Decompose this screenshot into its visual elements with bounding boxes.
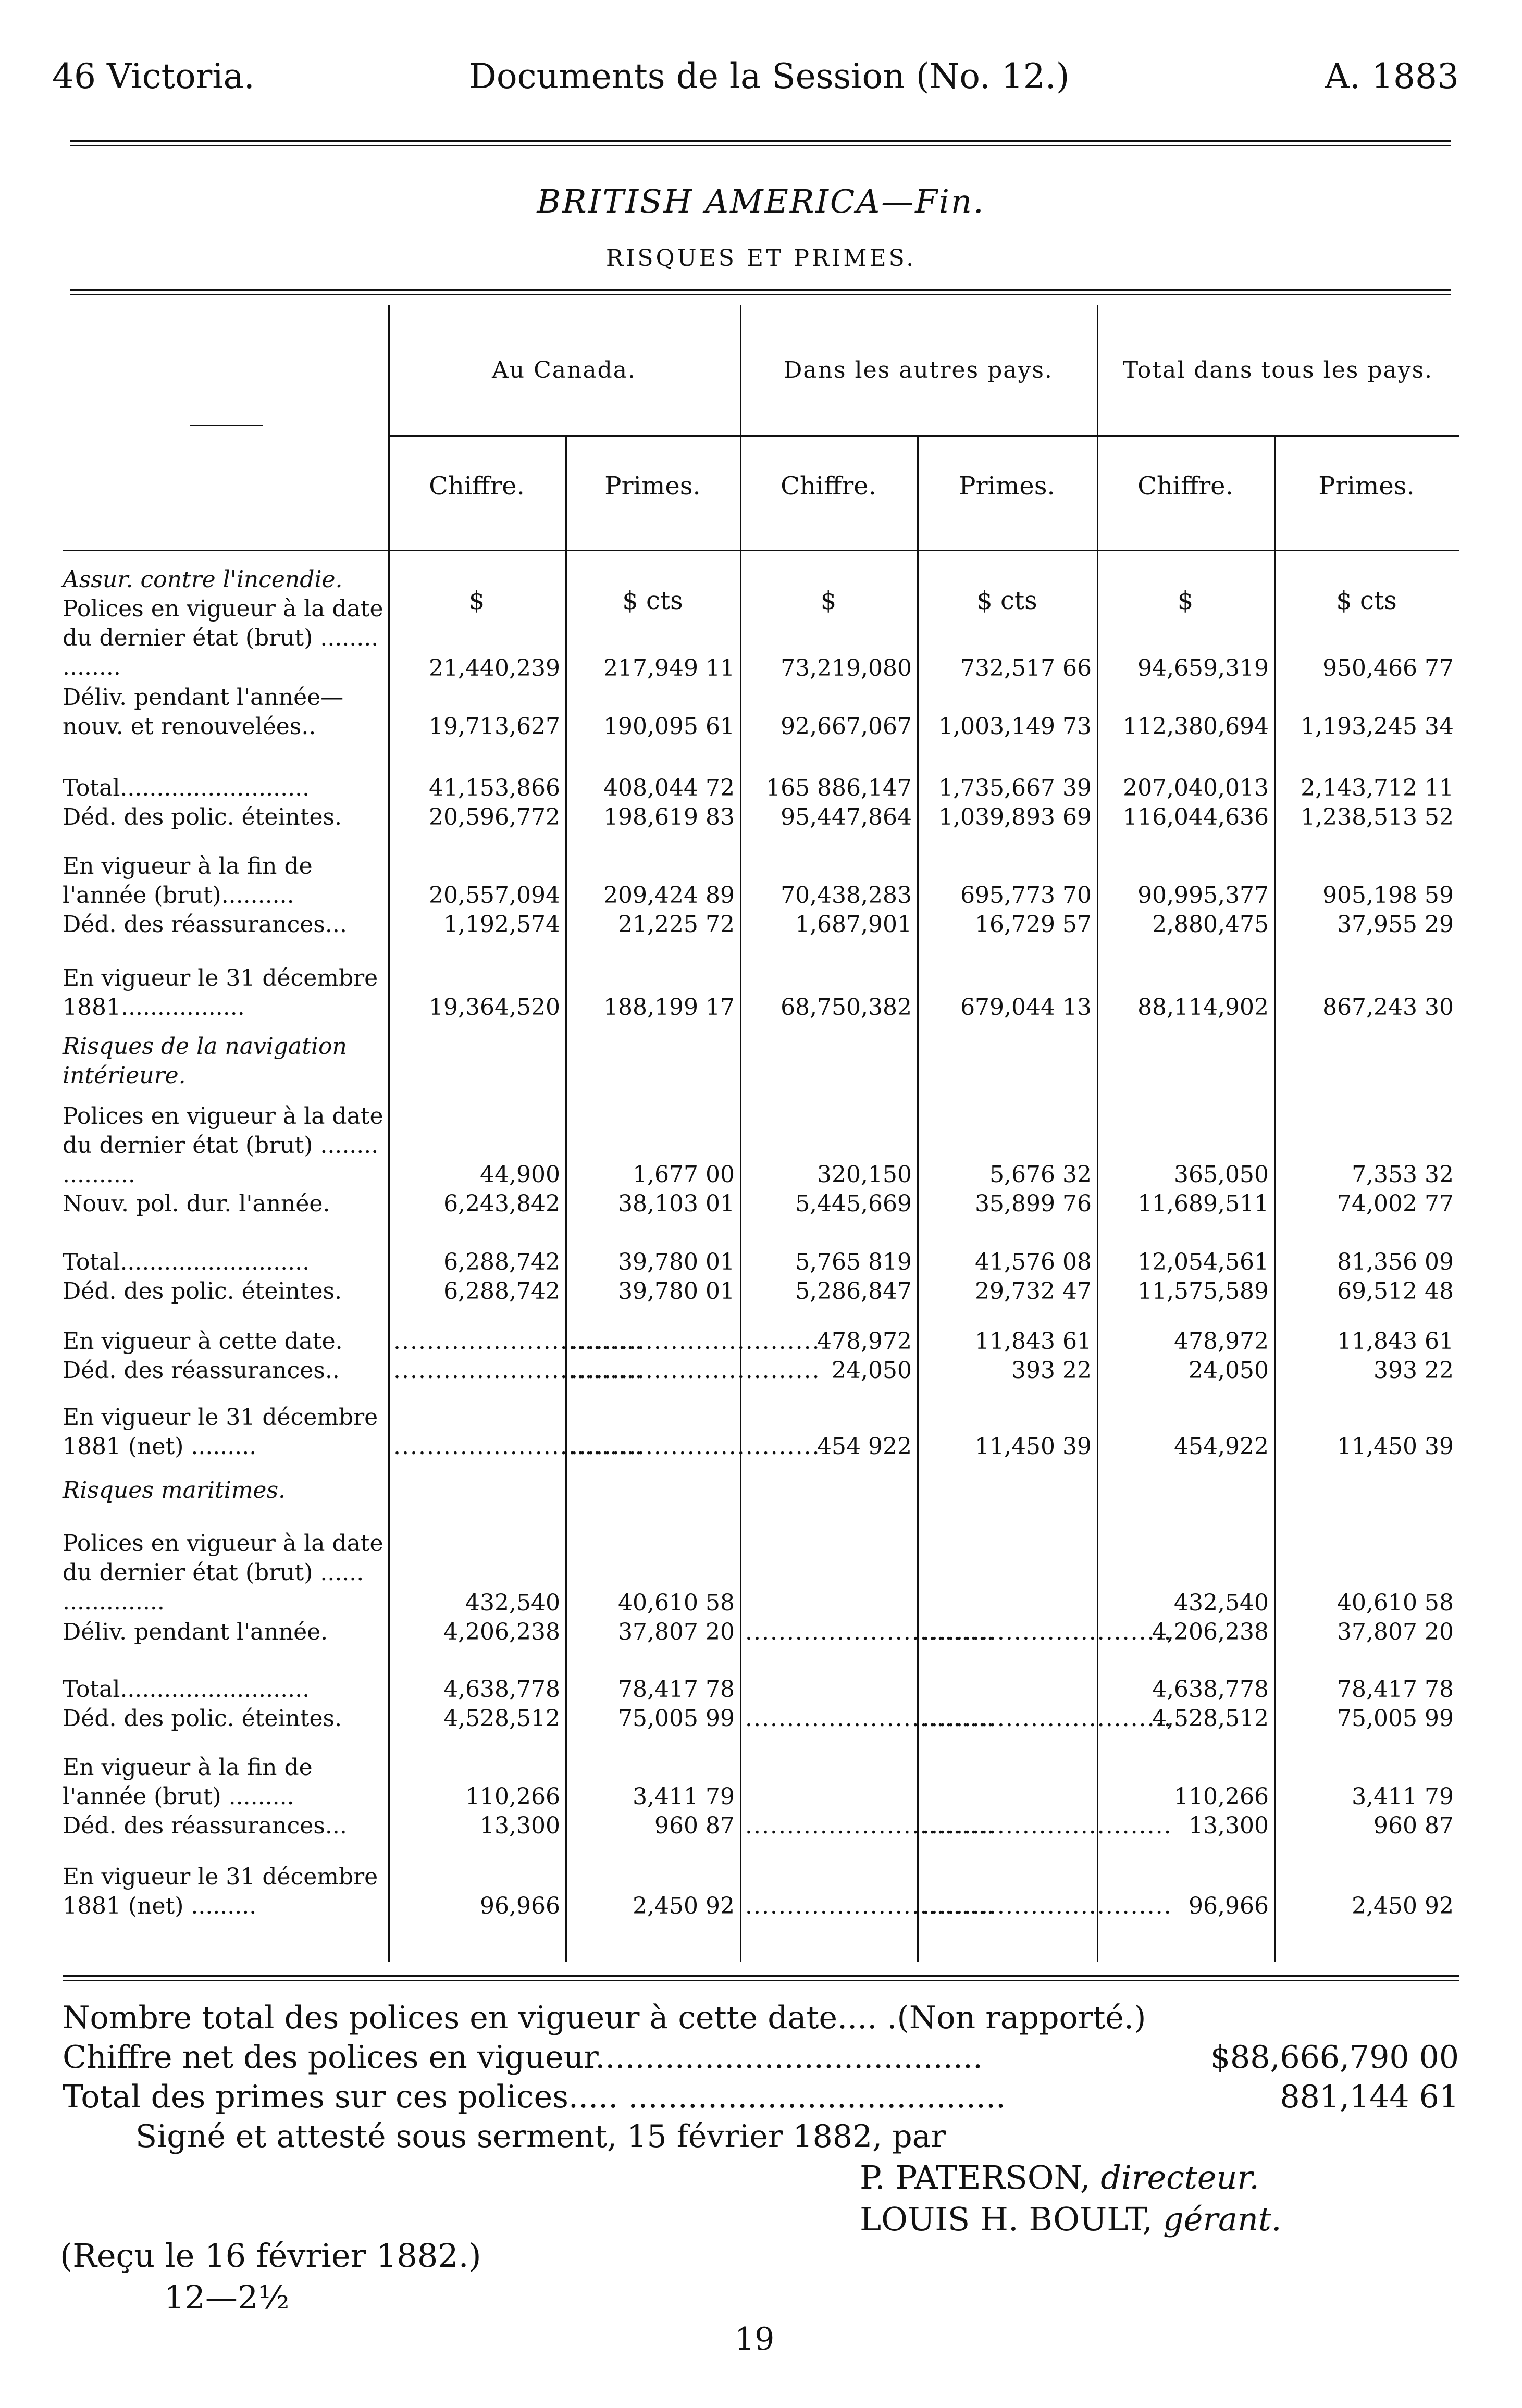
empty-cell-dots: .............................. bbox=[922, 1705, 1172, 1732]
row-label: En vigueur le 31 décembre 1881 (net) ......... bbox=[63, 1864, 378, 1919]
cell: 1,677 00 bbox=[633, 1161, 735, 1188]
title-rule bbox=[70, 289, 1451, 295]
cell: 94,659,319 bbox=[1137, 655, 1269, 681]
cell: 408,044 72 bbox=[603, 775, 735, 801]
cell: 37,955 29 bbox=[1337, 911, 1454, 938]
cell: 78,417 78 bbox=[618, 1676, 735, 1703]
cell: 1,192,574 bbox=[443, 911, 560, 938]
empty-cell-dots: .............................. bbox=[571, 1433, 821, 1460]
page-number: 19 bbox=[735, 2321, 775, 2357]
signatory-role: gérant. bbox=[1163, 2200, 1282, 2238]
page-header bbox=[52, 56, 1459, 114]
cell: 2,450 92 bbox=[1352, 1893, 1454, 1919]
col-chiffre: Chiffre. bbox=[429, 471, 525, 501]
cell: 19,713,627 bbox=[429, 713, 560, 740]
cell: 905,198 59 bbox=[1322, 882, 1454, 909]
header-right: A. 1883 bbox=[1325, 56, 1459, 96]
cell: 12,054,561 bbox=[1137, 1249, 1269, 1275]
header-rule bbox=[63, 550, 1459, 551]
cell: 41,153,866 bbox=[429, 775, 560, 801]
doc-subtitle: RISQUES ET PRIMES. bbox=[605, 245, 917, 271]
empty-cell-dots: .............................. bbox=[745, 1893, 995, 1919]
cell: 4,528,512 bbox=[443, 1705, 560, 1732]
cell: 732,517 66 bbox=[960, 655, 1092, 681]
cell: 198,619 83 bbox=[603, 804, 735, 830]
row-label: En vigueur le 31 décembre 1881................. bbox=[63, 965, 378, 1021]
signatory-name: P. PATERSON, bbox=[860, 2158, 1091, 2196]
row-label: Polices en vigueur à la date du dernier état (brut) ........ ........ bbox=[63, 595, 383, 680]
empty-cell-dots: .............................. bbox=[393, 1328, 644, 1355]
cell: 75,005 99 bbox=[1337, 1705, 1454, 1732]
cell: 39,780 01 bbox=[618, 1278, 735, 1305]
empty-cell-dots: .............................. bbox=[745, 1813, 995, 1839]
section-maritimes: Risques maritimes. bbox=[63, 1477, 286, 1504]
cell: 6,243,842 bbox=[443, 1190, 560, 1217]
header-rule bbox=[70, 140, 1451, 146]
empty-cell-dots: .............................. bbox=[922, 1619, 1172, 1645]
row-label: Déd. des polic. éteintes. bbox=[63, 1705, 342, 1732]
cell: 217,949 11 bbox=[603, 655, 735, 681]
cell: 1,039,893 69 bbox=[938, 804, 1092, 830]
cell: 454,922 bbox=[1174, 1433, 1269, 1460]
cell: 1,687,901 bbox=[795, 911, 912, 938]
cell: 165 886,147 bbox=[766, 775, 912, 801]
summary-line: Nombre total des polices en vigueur à cette date.... .(Non rapporté.) bbox=[63, 2000, 1146, 2036]
cell: 75,005 99 bbox=[618, 1705, 735, 1732]
cell: 5,445,669 bbox=[795, 1190, 912, 1217]
cell: 11,689,511 bbox=[1137, 1190, 1269, 1217]
cell: 11,843 61 bbox=[975, 1328, 1092, 1355]
cell: 3,411 79 bbox=[1352, 1783, 1454, 1810]
col-primes: Primes. bbox=[959, 471, 1055, 501]
group-autres: Dans les autres pays. bbox=[784, 357, 1053, 383]
summary-value: $88,666,790 00 bbox=[1210, 2039, 1459, 2076]
cell: 70,438,283 bbox=[781, 882, 912, 909]
row-label: Déd. des réassurances... bbox=[63, 1813, 347, 1839]
row-label: Déliv. pendant l'année. bbox=[63, 1619, 328, 1645]
cell: 950,466 77 bbox=[1322, 655, 1454, 681]
cell: 478,972 bbox=[817, 1328, 912, 1355]
header-rule bbox=[388, 435, 1459, 437]
cell: 432,540 bbox=[1174, 1590, 1269, 1616]
cell: 73,219,080 bbox=[781, 655, 912, 681]
row-label: Polices en vigueur à la date du dernier état (brut) ...... .............. bbox=[63, 1530, 383, 1615]
cell: 112,380,694 bbox=[1123, 713, 1269, 740]
row-label: Déd. des réassurances.. bbox=[63, 1357, 340, 1384]
cell: 40,610 58 bbox=[1337, 1590, 1454, 1616]
summary-line: Total des primes sur ces polices..... ...................................... bbox=[63, 2079, 1006, 2115]
cell: 5,676 32 bbox=[989, 1161, 1092, 1188]
row-label: En vigueur le 31 décembre 1881 (net) ......... bbox=[63, 1404, 378, 1460]
signatory-1 bbox=[860, 2157, 1282, 2199]
header-center: Documents de la Session (No. 12.) bbox=[469, 56, 1070, 96]
cell: 95,447,864 bbox=[781, 804, 912, 830]
unit: $ bbox=[820, 586, 837, 615]
row-label: Total.......................... bbox=[63, 1249, 310, 1275]
cell: 37,807 20 bbox=[1337, 1619, 1454, 1645]
empty-cell-dots: .............................. bbox=[571, 1328, 821, 1355]
summary-line: Chiffre net des polices en vigueur....................................... bbox=[63, 2039, 983, 2076]
cell: 68,750,382 bbox=[781, 994, 912, 1021]
unit: $ bbox=[1177, 586, 1194, 615]
signatory-2 bbox=[860, 2199, 1282, 2240]
cell: 190,095 61 bbox=[603, 713, 735, 740]
empty-cell-dots: .............................. bbox=[745, 1705, 995, 1732]
cell: 92,667,067 bbox=[781, 713, 912, 740]
cell: 3,411 79 bbox=[633, 1783, 735, 1810]
cell: 24,050 bbox=[832, 1357, 912, 1384]
row-label: Total.......................... bbox=[63, 775, 310, 801]
table-end-rule bbox=[63, 1975, 1459, 1981]
col-line bbox=[740, 305, 741, 1962]
cell: 6,288,742 bbox=[443, 1249, 560, 1275]
received-note bbox=[60, 2235, 481, 2318]
cell: 29,732 47 bbox=[975, 1278, 1092, 1305]
cell: 432,540 bbox=[465, 1590, 560, 1616]
col-primes: Primes. bbox=[1318, 471, 1415, 501]
cell: 867,243 30 bbox=[1322, 994, 1454, 1021]
cell: 39,780 01 bbox=[618, 1249, 735, 1275]
cell: 37,807 20 bbox=[618, 1619, 735, 1645]
doc-title: BRITISH AMERICA—Fin. bbox=[537, 182, 985, 220]
cell: 1,193,245 34 bbox=[1301, 713, 1454, 740]
cell: 7,353 32 bbox=[1352, 1161, 1454, 1188]
signatory-name: LOUIS H. BOULT, bbox=[860, 2200, 1153, 2238]
cell: 960 87 bbox=[654, 1813, 735, 1839]
row-label: En vigueur à cette date. bbox=[63, 1328, 343, 1355]
cell: 1,238,513 52 bbox=[1301, 804, 1454, 830]
cell: 209,424 89 bbox=[603, 882, 735, 909]
cell: 679,044 13 bbox=[960, 994, 1092, 1021]
cell: 21,225 72 bbox=[618, 911, 735, 938]
summary-line: Signé et attesté sous serment, 15 février 1882, par bbox=[135, 2118, 946, 2155]
received-date: (Reçu le 16 février 1882.) bbox=[60, 2237, 481, 2275]
cell: 96,966 bbox=[1189, 1893, 1269, 1919]
group-canada: Au Canada. bbox=[492, 357, 636, 383]
row-label: Déliv. pendant l'année—nouv. et renouvelées.. bbox=[63, 684, 344, 740]
empty-cell-dots: .............................. bbox=[922, 1813, 1172, 1839]
row-label: Polices en vigueur à la date du dernier état (brut) ........ .......... bbox=[63, 1103, 383, 1188]
col-chiffre: Chiffre. bbox=[781, 471, 876, 501]
row-label: Déd. des polic. éteintes. bbox=[63, 804, 342, 830]
cell: 188,199 17 bbox=[603, 994, 735, 1021]
cell: 11,575,589 bbox=[1137, 1278, 1269, 1305]
empty-cell-dots: .............................. bbox=[393, 1357, 644, 1384]
cell: 11,450 39 bbox=[975, 1433, 1092, 1460]
unit: $ cts bbox=[622, 586, 683, 615]
cell: 20,596,772 bbox=[429, 804, 560, 830]
row-label: En vigueur à la fin de l'année (brut).......... bbox=[63, 853, 313, 909]
cell: 38,103 01 bbox=[618, 1190, 735, 1217]
cell: 5,765 819 bbox=[795, 1249, 912, 1275]
cell: 21,440,239 bbox=[429, 655, 560, 681]
unit: $ cts bbox=[976, 586, 1037, 615]
cell: 454 922 bbox=[817, 1433, 912, 1460]
signatory-role: directeur. bbox=[1100, 2158, 1259, 2196]
received-ref: 12—2½ bbox=[164, 2278, 290, 2316]
cell: 74,002 77 bbox=[1337, 1190, 1454, 1217]
cell: 11,843 61 bbox=[1337, 1328, 1454, 1355]
cell: 69,512 48 bbox=[1337, 1278, 1454, 1305]
cell: 16,729 57 bbox=[975, 911, 1092, 938]
cell: 116,044,636 bbox=[1123, 804, 1269, 830]
cell: 393 22 bbox=[1011, 1357, 1092, 1384]
empty-cell-dots: .............................. bbox=[922, 1893, 1172, 1919]
row-label: Nouv. pol. dur. l'année. bbox=[63, 1190, 330, 1217]
cell: 81,356 09 bbox=[1337, 1249, 1454, 1275]
cell: 207,040,013 bbox=[1123, 775, 1269, 801]
stub-dash bbox=[190, 425, 263, 426]
cell: 40,610 58 bbox=[618, 1590, 735, 1616]
cell: 6,288,742 bbox=[443, 1278, 560, 1305]
cell: 478,972 bbox=[1174, 1328, 1269, 1355]
row-label: Total.......................... bbox=[63, 1676, 310, 1703]
cell: 5,286,847 bbox=[795, 1278, 912, 1305]
group-total: Total dans tous les pays. bbox=[1122, 357, 1433, 383]
summary-value: 881,144 61 bbox=[1280, 2079, 1459, 2115]
cell: 35,899 76 bbox=[975, 1190, 1092, 1217]
cell: 1,003,149 73 bbox=[938, 713, 1092, 740]
col-chiffre: Chiffre. bbox=[1137, 471, 1233, 501]
col-primes: Primes. bbox=[604, 471, 701, 501]
row-label: Déd. des polic. éteintes. bbox=[63, 1278, 342, 1305]
cell: 110,266 bbox=[1174, 1783, 1269, 1810]
cell: 2,880,475 bbox=[1152, 911, 1269, 938]
cell: 110,266 bbox=[465, 1783, 560, 1810]
section-navigation: Risques de la navigation intérieure. bbox=[63, 1033, 347, 1089]
cell: 2,450 92 bbox=[633, 1893, 735, 1919]
cell: 4,638,778 bbox=[1152, 1676, 1269, 1703]
header-left: 46 Victoria. bbox=[52, 56, 255, 96]
row-label: Déd. des réassurances... bbox=[63, 911, 347, 938]
cell: 4,206,238 bbox=[443, 1619, 560, 1645]
cell: 365,050 bbox=[1174, 1161, 1269, 1188]
cell: 88,114,902 bbox=[1137, 994, 1269, 1021]
cell: 11,450 39 bbox=[1337, 1433, 1454, 1460]
cell: 41,576 08 bbox=[975, 1249, 1092, 1275]
empty-cell-dots: .............................. bbox=[393, 1433, 644, 1460]
cell: 24,050 bbox=[1189, 1357, 1269, 1384]
cell: 96,966 bbox=[480, 1893, 560, 1919]
cell: 4,638,778 bbox=[443, 1676, 560, 1703]
cell: 20,557,094 bbox=[429, 882, 560, 909]
unit: $ cts bbox=[1336, 586, 1397, 615]
cell: 1,735,667 39 bbox=[938, 775, 1092, 801]
cell: 90,995,377 bbox=[1137, 882, 1269, 909]
cell: 4,206,238 bbox=[1152, 1619, 1269, 1645]
cell: 393 22 bbox=[1373, 1357, 1454, 1384]
signatories bbox=[860, 2157, 1282, 2240]
risks-premiums-table bbox=[63, 305, 1459, 1972]
cell: 695,773 70 bbox=[960, 882, 1092, 909]
section-incendie: Assur. contre l'incendie. bbox=[63, 566, 343, 593]
empty-cell-dots: .............................. bbox=[745, 1619, 995, 1645]
cell: 4,528,512 bbox=[1152, 1705, 1269, 1732]
cell: 960 87 bbox=[1373, 1813, 1454, 1839]
row-label: En vigueur à la fin de l'année (brut) ......... bbox=[63, 1754, 313, 1810]
cell: 13,300 bbox=[480, 1813, 560, 1839]
cell: 2,143,712 11 bbox=[1301, 775, 1454, 801]
empty-cell-dots: .............................. bbox=[571, 1357, 821, 1384]
cell: 78,417 78 bbox=[1337, 1676, 1454, 1703]
cell: 19,364,520 bbox=[429, 994, 560, 1021]
cell: 44,900 bbox=[480, 1161, 560, 1188]
cell: 13,300 bbox=[1189, 1813, 1269, 1839]
unit: $ bbox=[468, 586, 485, 615]
cell: 320,150 bbox=[817, 1161, 912, 1188]
